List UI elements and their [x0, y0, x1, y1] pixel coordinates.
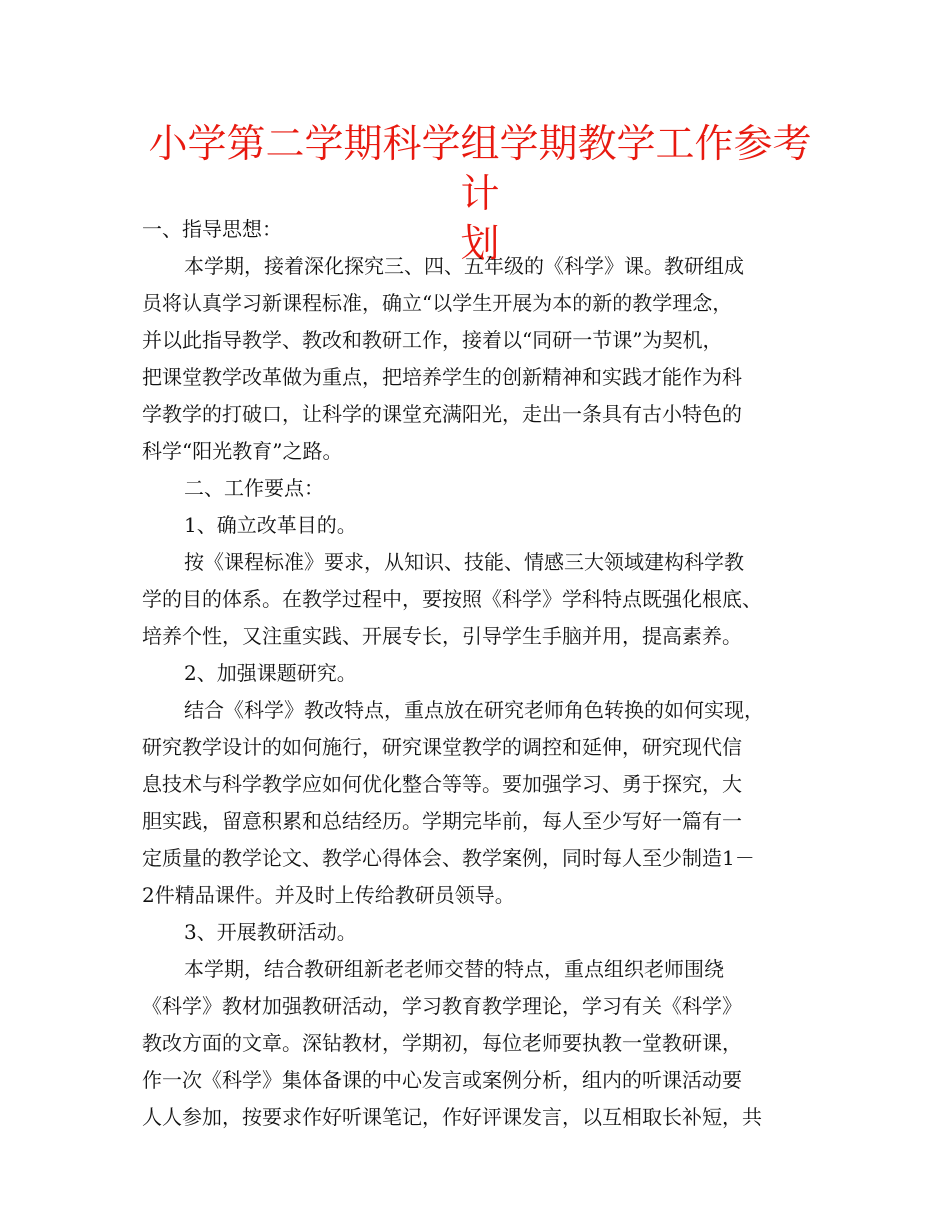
paragraph-line: 定质量的教学论文、教学心得体会、教学案例，同时每人至少制造1－: [142, 846, 755, 870]
paragraph-line: 结合《科学》教改特点，重点放在研究老师角色转换的如何实现，: [184, 698, 764, 722]
paragraph-line: 把课堂教学改革做为重点，把培养学生的创新精神和实践才能作为科: [142, 365, 742, 389]
paragraph-line: 息技术与科学教学应如何优化整合等等。要加强学习、勇于探究，大: [142, 772, 742, 796]
paragraph-line: 研究教学设计的如何施行，研究课堂教学的调控和延伸，研究现代信: [142, 735, 742, 759]
paragraph-line: 人人参加，按要求作好听课笔记，作好评课发言，以互相取长补短，共: [142, 1105, 762, 1129]
paragraph-line: 按《课程标准》要求，从知识、技能、情感三大领域建构科学教: [184, 550, 744, 574]
title-line-2: 划: [460, 222, 500, 267]
paragraph-line: 培养个性，又注重实践、开展专长，引导学生手脑并用，提高素养。: [142, 624, 742, 648]
paragraph-line: 2、加强课题研究。: [184, 661, 357, 685]
paragraph-line: 2件精品课件。并及时上传给教研员领导。: [142, 883, 515, 907]
paragraph-line: 科学“阳光教育”之路。: [142, 439, 343, 463]
paragraph-line: 二、工作要点：: [184, 476, 324, 500]
paragraph-line: 1、确立改革目的。: [184, 513, 357, 537]
paragraph-line: 一、指导思想：: [142, 217, 282, 241]
title-line-1: 小学第二学期科学组学期教学工作参考计: [148, 122, 812, 217]
paragraph-line: 本学期，结合教研组新老老师交替的特点，重点组织老师围绕: [184, 957, 724, 981]
paragraph-line: 本学期，接着深化探究三、四、五年级的《科学》课。教研组成: [184, 254, 744, 278]
paragraph-line: 学的目的体系。在教学过程中，要按照《科学》学科特点既强化根底、: [142, 587, 762, 611]
paragraph-line: 教改方面的文章。深钻教材，学期初，每位老师要执教一堂教研课，: [142, 1031, 742, 1055]
paragraph-line: 胆实践，留意积累和总结经历。学期完毕前，每人至少写好一篇有一: [142, 809, 742, 833]
paragraph-line: 学教学的打破口，让科学的课堂充满阳光，走出一条具有古小特色的: [142, 402, 742, 426]
paragraph-line: 3、开展教研活动。: [184, 920, 357, 944]
paragraph-line: 作一次《科学》集体备课的中心发言或案例分析，组内的听课活动要: [142, 1068, 742, 1092]
paragraph-line: 《科学》教材加强教研活动，学习教育教学理论，学习有关《科学》: [142, 994, 742, 1018]
document-body: [142, 211, 832, 1136]
paragraph-line: 员将认真学习新课程标准，确立“以学生开展为本的新的教学理念，: [142, 291, 733, 315]
paragraph-line: 并以此指导教学、教改和教研工作，接着以“同研一节课”为契机，: [142, 328, 723, 352]
